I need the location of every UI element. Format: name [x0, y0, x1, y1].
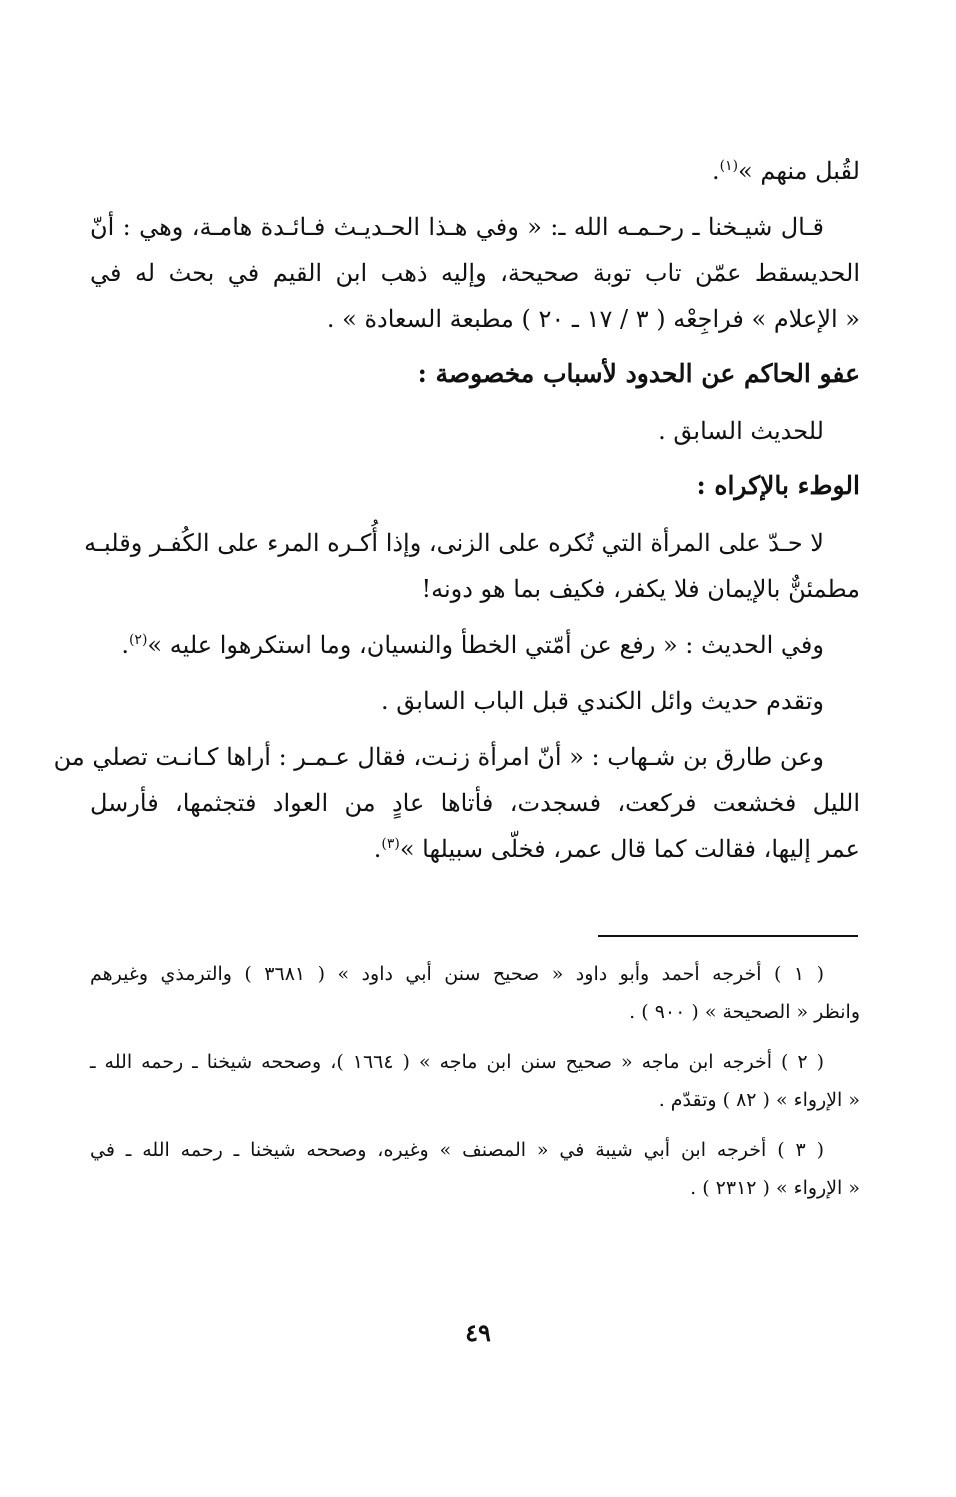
footnote-ref-3: (٣) [381, 836, 400, 852]
paragraph-2 [90, 204, 860, 342]
paragraph-1-text: لقُبل منهم » [738, 157, 860, 185]
footnote-ref-1: (١) [719, 158, 739, 174]
footnote-2-line-2: « الإرواء » ( ٨٢ ) وتقدّم . [658, 1089, 860, 1111]
paragraph-7-line-1: وعن طارق بن شـهاب : « أنّ امرأة زنـت، فقال عـمـر : أراها كـانـت تصلي من [53, 743, 824, 771]
paragraph-2-line-1: قـال شيـخنا ـ رحـمـه الله ـ: « وفي هـذا الحـديـث فـائـدة هامـة، وهي : أنّ [90, 213, 824, 241]
footnotes [90, 955, 860, 1207]
paragraph-2-line-3: « الإعلام » فراجِعْه ( ٣ / ١٧ ـ ٢٠ ) مطبعة السعادة » . [326, 305, 860, 333]
paragraph-5-end: . [121, 631, 129, 659]
paragraph-7-text: عمر إليها، فقالت كما قال عمر، فخلّى سبيلها » [399, 835, 860, 863]
footnote-2 [90, 1043, 860, 1119]
footnote-divider [598, 935, 858, 937]
paragraph-2-line-2: الحديسقط عمّن تاب توبة صحيحة، وإليه ذهب ابن القيم في بحث له في [90, 259, 860, 287]
paragraph-5-line-1 [90, 622, 860, 668]
paragraph-1-line-1 [90, 148, 860, 194]
paragraph-4-line-2: مطمئنٌّ بالإيمان فلا يكفر، فكيف بما هو دونه! [421, 575, 860, 603]
paragraph-4-line-1: لا حـدّ على المرأة التي تُكره على الزنى، وإذا أُكـره المرء على الكُفـر وقلبـه [84, 529, 824, 557]
footnote-1-line-1: ( ١ ) أخرجه أحمد وأبو داود « صحيح سنن أبي داود » ( ٣٦٨١ ) والترمذي وغيرهم [90, 963, 825, 985]
footnote-2-line-1: ( ٢ ) أخرجه ابن ماجه « صحيح سنن ابن ماجه » ( ١٦٦٤ )، وصححه شيخنا ـ رحمه الله ـ [90, 1051, 824, 1073]
paragraph-1-end: . [711, 157, 720, 185]
paragraph-4 [84, 520, 860, 612]
paragraph-6-line-1: وتقدم حديث وائل الكندي قبل الباب السابق . [381, 687, 824, 715]
main-text [53, 148, 860, 872]
footnote-ref-2: (٢) [128, 632, 148, 648]
footnote-1 [90, 955, 860, 1031]
paragraph-7-line-2: الليل فخشعت فركعت، فسجدت، فأتاها عادٍ من العواد فتجثمها، فأرسل [90, 789, 860, 817]
footnote-3-line-1: ( ٣ ) أخرجه ابن أبي شيبة في « المصنف » وغيره، وصححه شيخنا ـ رحمه الله ـ في [90, 1139, 824, 1161]
footnote-3-line-2: « الإرواء » ( ٢٣١٢ ) . [690, 1177, 860, 1199]
paragraph-7-end: . [373, 835, 382, 863]
section-heading-coercion: الوطء بالإكراه : [696, 471, 860, 500]
page-number: ٤٩ [465, 1318, 491, 1347]
paragraph-5-text: وفي الحديث : « رفع عن أمّتي الخطأ والنسيان، وما استكرهوا عليه » [147, 631, 824, 659]
paragraph-7-line-3 [90, 826, 860, 872]
footnote-3 [90, 1131, 860, 1207]
paragraph-3-line-1: للحديث السابق . [658, 417, 824, 445]
footnote-1-line-2: وانظر « الصحيحة » ( ٩٠٠ ) . [629, 1001, 860, 1023]
section-heading-pardon: عفو الحاكم عن الحدود لأسباب مخصوصة : [417, 359, 860, 388]
paragraph-7 [53, 734, 860, 872]
